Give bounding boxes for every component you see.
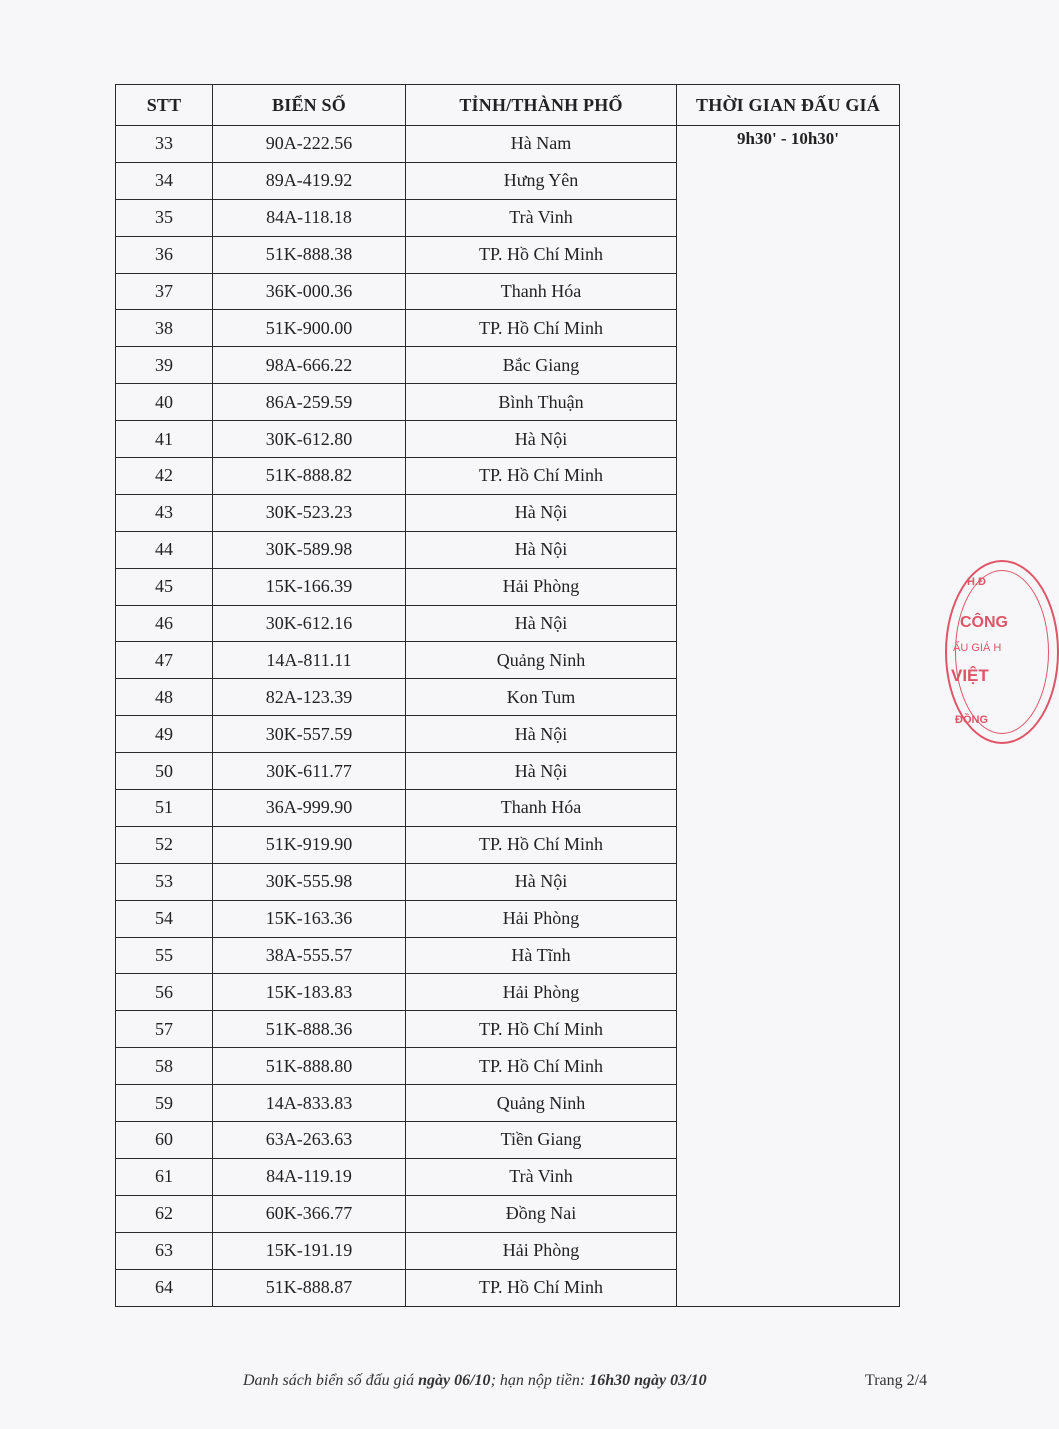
- row-province: Quảng Ninh: [406, 1085, 677, 1122]
- row-plate: 30K-555.98: [213, 863, 406, 900]
- footer-auction-date: ngày 06/10: [418, 1372, 491, 1389]
- header-auction-time: THỜI GIAN ĐẤU GIÁ: [677, 85, 900, 126]
- header-stt: STT: [116, 85, 213, 126]
- row-province: Hải Phòng: [406, 1232, 677, 1269]
- row-province: Hà Nội: [406, 494, 677, 531]
- row-stt: 43: [116, 494, 213, 531]
- row-stt: 52: [116, 826, 213, 863]
- row-plate: 60K-366.77: [213, 1195, 406, 1232]
- row-stt: 55: [116, 937, 213, 974]
- footer-deadline: 16h30 ngày 03/10: [589, 1372, 707, 1389]
- stamp-text-5: ĐỒNG: [955, 714, 988, 726]
- row-stt: 33: [116, 126, 213, 163]
- row-stt: 54: [116, 900, 213, 937]
- row-province: Hà Nội: [406, 863, 677, 900]
- row-stt: 34: [116, 162, 213, 199]
- row-stt: 38: [116, 310, 213, 347]
- row-plate: 30K-612.16: [213, 605, 406, 642]
- row-stt: 46: [116, 605, 213, 642]
- row-province: Bình Thuận: [406, 384, 677, 421]
- row-stt: 59: [116, 1085, 213, 1122]
- row-plate: 30K-523.23: [213, 494, 406, 531]
- footer-text-c: ; hạn nộp tiền:: [490, 1372, 586, 1389]
- row-plate: 30K-612.80: [213, 421, 406, 458]
- row-province: Hà Nội: [406, 753, 677, 790]
- row-plate: 30K-611.77: [213, 753, 406, 790]
- footer-note: [243, 1372, 707, 1390]
- row-plate: 90A-222.56: [213, 126, 406, 163]
- row-province: Hải Phòng: [406, 900, 677, 937]
- row-stt: 41: [116, 421, 213, 458]
- row-province: Hà Nội: [406, 421, 677, 458]
- row-province: Hải Phòng: [406, 568, 677, 605]
- row-province: Trà Vinh: [406, 199, 677, 236]
- stamp-text-3: ẤU GIÁ H: [953, 642, 1002, 654]
- row-plate: 63A-263.63: [213, 1122, 406, 1159]
- row-province: TP. Hồ Chí Minh: [406, 1269, 677, 1306]
- row-stt: 64: [116, 1269, 213, 1306]
- auction-time-slot: 9h30' - 10h30': [677, 126, 900, 1307]
- row-province: Hà Tĩnh: [406, 937, 677, 974]
- row-stt: 56: [116, 974, 213, 1011]
- row-province: Thanh Hóa: [406, 790, 677, 827]
- row-province: Trà Vinh: [406, 1158, 677, 1195]
- row-province: Hưng Yên: [406, 162, 677, 199]
- row-province: TP. Hồ Chí Minh: [406, 310, 677, 347]
- row-plate: 36K-000.36: [213, 273, 406, 310]
- row-plate: 89A-419.92: [213, 162, 406, 199]
- row-stt: 57: [116, 1011, 213, 1048]
- row-stt: 40: [116, 384, 213, 421]
- row-plate: 51K-888.38: [213, 236, 406, 273]
- row-stt: 50: [116, 753, 213, 790]
- row-province: TP. Hồ Chí Minh: [406, 826, 677, 863]
- row-plate: 86A-259.59: [213, 384, 406, 421]
- row-plate: 51K-919.90: [213, 826, 406, 863]
- footer-text-a: Danh sách biển số đấu giá: [243, 1372, 415, 1389]
- stamp-text-2: CÔNG: [960, 614, 1008, 631]
- row-stt: 63: [116, 1232, 213, 1269]
- row-plate: 14A-833.83: [213, 1085, 406, 1122]
- row-plate: 51K-888.36: [213, 1011, 406, 1048]
- row-stt: 48: [116, 679, 213, 716]
- table-header-row: [116, 85, 900, 126]
- row-province: Thanh Hóa: [406, 273, 677, 310]
- row-stt: 44: [116, 531, 213, 568]
- row-province: Bắc Giang: [406, 347, 677, 384]
- row-plate: 36A-999.90: [213, 790, 406, 827]
- row-stt: 58: [116, 1048, 213, 1085]
- row-province: Quảng Ninh: [406, 642, 677, 679]
- row-province: Hà Nam: [406, 126, 677, 163]
- row-plate: 30K-589.98: [213, 531, 406, 568]
- row-plate: 30K-557.59: [213, 716, 406, 753]
- row-stt: 61: [116, 1158, 213, 1195]
- row-plate: 51K-900.00: [213, 310, 406, 347]
- page-number: Trang 2/4: [865, 1372, 928, 1389]
- row-province: Hà Nội: [406, 605, 677, 642]
- row-stt: 53: [116, 863, 213, 900]
- row-stt: 49: [116, 716, 213, 753]
- row-plate: 15K-183.83: [213, 974, 406, 1011]
- row-plate: 38A-555.57: [213, 937, 406, 974]
- row-plate: 51K-888.82: [213, 458, 406, 495]
- row-stt: 62: [116, 1195, 213, 1232]
- row-province: TP. Hồ Chí Minh: [406, 458, 677, 495]
- row-plate: 84A-119.19: [213, 1158, 406, 1195]
- header-province: TỈNH/THÀNH PHỐ: [406, 85, 677, 126]
- row-stt: 37: [116, 273, 213, 310]
- row-province: Hải Phòng: [406, 974, 677, 1011]
- row-stt: 36: [116, 236, 213, 273]
- row-province: Hà Nội: [406, 531, 677, 568]
- row-stt: 45: [116, 568, 213, 605]
- row-province: TP. Hồ Chí Minh: [406, 1011, 677, 1048]
- row-province: TP. Hồ Chí Minh: [406, 1048, 677, 1085]
- row-plate: 82A-123.39: [213, 679, 406, 716]
- row-plate: 51K-888.80: [213, 1048, 406, 1085]
- red-seal-stamp: [945, 560, 1059, 744]
- row-stt: 60: [116, 1122, 213, 1159]
- row-province: Tiền Giang: [406, 1122, 677, 1159]
- row-plate: 51K-888.87: [213, 1269, 406, 1306]
- stamp-text-1: H.Đ: [967, 576, 986, 588]
- row-stt: 42: [116, 458, 213, 495]
- row-province: TP. Hồ Chí Minh: [406, 236, 677, 273]
- auction-plates-table: [115, 84, 900, 1307]
- header-plate: BIỂN SỐ: [213, 85, 406, 126]
- row-province: Đồng Nai: [406, 1195, 677, 1232]
- row-province: Kon Tum: [406, 679, 677, 716]
- row-province: Hà Nội: [406, 716, 677, 753]
- row-plate: 15K-166.39: [213, 568, 406, 605]
- stamp-text-4: VIỆT: [951, 666, 989, 685]
- table-row: [116, 126, 900, 163]
- row-stt: 51: [116, 790, 213, 827]
- row-plate: 14A-811.11: [213, 642, 406, 679]
- row-stt: 47: [116, 642, 213, 679]
- row-stt: 39: [116, 347, 213, 384]
- row-plate: 84A-118.18: [213, 199, 406, 236]
- row-stt: 35: [116, 199, 213, 236]
- row-plate: 98A-666.22: [213, 347, 406, 384]
- row-plate: 15K-191.19: [213, 1232, 406, 1269]
- row-plate: 15K-163.36: [213, 900, 406, 937]
